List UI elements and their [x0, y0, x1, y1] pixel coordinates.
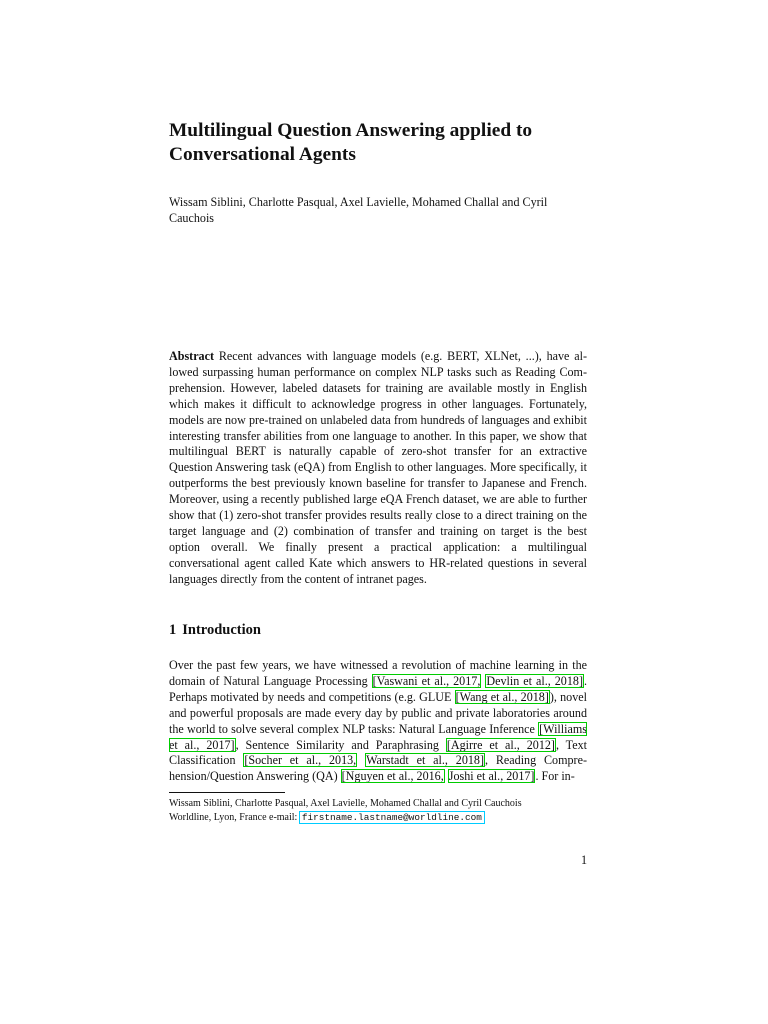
author-list: Wissam Siblini, Charlotte Pasqual, Axel Lavielle, Mohamed Challal and Cyril Cauchois — [169, 195, 548, 225]
footnote-authors: Wissam Siblini, Charlotte Pasqual, Axel Lavielle, Mohamed Challal and Cyril Cauchois — [169, 798, 522, 809]
footnote-affiliation: Worldline, Lyon, France e-mail: — [169, 811, 300, 823]
paper-title: Multilingual Question Answering applied to Conversational Agents — [169, 120, 533, 165]
intro-text: , Reading Comprehension/Question Answering (QA) — [169, 753, 587, 784]
abstract-label: Abstract — [169, 349, 215, 363]
intro-text: . For in- — [535, 769, 575, 784]
intro-text: Over the past few years, we have witnessed a revolution of machine learning in the domain of Natural Language Processing — [169, 658, 587, 688]
citation-link[interactable]: [Agirre et al., 2012] — [446, 737, 555, 752]
citation-link[interactable]: [Wang et al., 2018] — [455, 689, 549, 704]
citation-link[interactable]: [Nguyen et al., 2016, — [341, 769, 444, 784]
section-heading — [169, 621, 261, 639]
abstract-text: Recent advances with language models (e.g. BERT, XLNet, ...), have allowed surpassing human performance on complex NLP tasks such as Reading Comprehension. However, labeled datasets for training are available mostly in English which makes it difficult to acknowledge progress in other languages. Fortunately, models are now pre-trained on unlabeled data from hundreds of languages and exhibit interesting transfer abilities from one language to another. In this paper, we show that multilingual BERT is naturally capable of zero-shot transfer for an extractive Question Answering task (eQA) from English to other languages. More specifically, it outperforms the best previously known baseline for transfer to Japanese and French. Moreover, using a recently published large eQA French dataset, we are able to further show that (1) zero-shot transfer provides results really close to a direct training on the target language and (2) combination of transfer and training on target is the best option overall. We finally present a practical application: a multilingual conversational agent called Kate which answers to HR-related questions in several languages directly from the content of intranet pages. — [169, 349, 587, 586]
intro-text: ), novel and powerful proposals are made every day by public and private laboratories around the world to solve several complex NLP tasks: Natural Language Inference — [169, 689, 587, 736]
citation-link[interactable]: Devlin et al., 2018] — [486, 673, 583, 688]
paper-page — [169, 0, 587, 1024]
intro-text — [357, 753, 365, 767]
email-link[interactable]: firstname.lastname@worldline.com — [301, 811, 482, 823]
introduction-paragraph — [169, 658, 587, 785]
section-title: Introduction — [182, 622, 261, 638]
citation-link[interactable]: [Williams et al., 2017] — [169, 721, 587, 752]
footnote — [169, 797, 587, 824]
page-number: 1 — [580, 853, 587, 867]
citation-link[interactable]: Joshi et al., 2017] — [448, 769, 535, 784]
citation-link[interactable]: [Socher et al., 2013, — [244, 753, 357, 768]
abstract — [169, 349, 587, 588]
citation-link[interactable]: Warstadt et al., 2018] — [366, 753, 484, 768]
citation-link[interactable]: [Vaswani et al., 2017, — [372, 673, 481, 688]
intro-text: . Perhaps motivated by needs and competitions (e.g. GLUE — [169, 673, 587, 704]
footnote-divider — [169, 792, 285, 793]
intro-text: , Sentence Similarity and Paraphrasing — [235, 737, 446, 752]
section-number: 1 — [169, 622, 177, 638]
intro-text: , Text Classification — [169, 737, 587, 768]
